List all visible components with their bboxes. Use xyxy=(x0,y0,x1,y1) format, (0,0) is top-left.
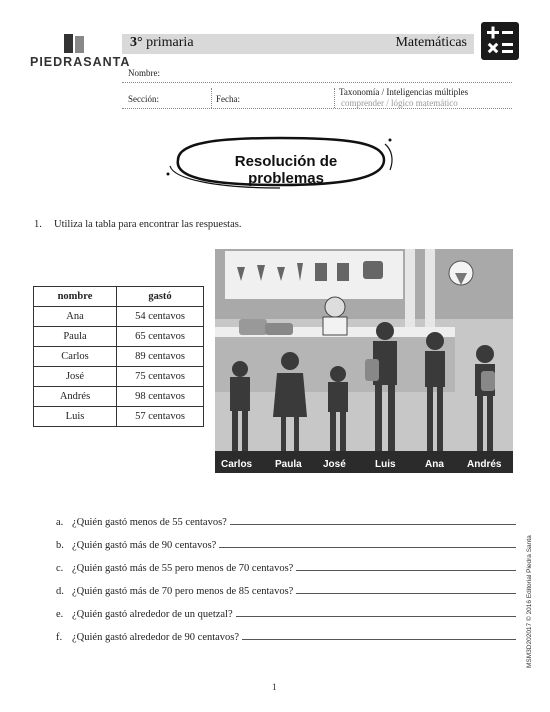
answer-line[interactable] xyxy=(230,524,516,525)
label-andres: Andrés xyxy=(467,459,502,470)
question-text: ¿Quién gastó alrededor de un quetzal? xyxy=(72,609,233,620)
answer-line[interactable] xyxy=(296,570,516,571)
question-text: ¿Quién gastó alrededor de 90 centavos? xyxy=(72,632,240,643)
label-luis: Luis xyxy=(375,459,396,470)
grade-label: 3° primaria xyxy=(130,35,194,50)
page-number: 1 xyxy=(272,682,277,692)
page-title: Resolución de problemas xyxy=(234,153,338,187)
question-list xyxy=(56,505,516,643)
table-row: Carlos 89 centavos xyxy=(34,347,204,367)
answer-line[interactable] xyxy=(242,639,516,640)
label-carlos: Carlos xyxy=(221,459,253,470)
question-text: ¿Quién gastó más de 55 pero menos de 70 centavos? xyxy=(72,563,294,574)
ice-cream-shop-illustration xyxy=(215,249,513,473)
subject-label: Matemáticas xyxy=(395,35,467,50)
question-text: ¿Quién gastó más de 90 centavos? xyxy=(72,540,217,551)
label-ana: Ana xyxy=(425,459,444,470)
math-operations-icon xyxy=(481,22,519,60)
date-label: Fecha: xyxy=(216,94,240,104)
divider xyxy=(334,88,336,108)
list-item: e. ¿Quién gastó alrededor de un quetzal? xyxy=(56,597,516,620)
label-paula: Paula xyxy=(275,459,302,470)
answer-line[interactable] xyxy=(219,547,516,548)
publisher-name: PIEDRASANTA xyxy=(30,55,131,69)
table-row: Andrés 98 centavos xyxy=(34,387,204,407)
list-item: c. ¿Quién gastó más de 55 pero menos de 70 centavos? xyxy=(56,551,516,574)
list-item: a. ¿Quién gastó menos de 55 centavos? xyxy=(56,505,516,528)
answer-line[interactable] xyxy=(236,616,516,617)
name-line[interactable] xyxy=(122,82,512,83)
question-text: ¿Quién gastó más de 70 pero menos de 85 centavos? xyxy=(72,586,294,597)
name-label: Nombre: xyxy=(128,68,160,78)
divider xyxy=(211,88,213,108)
section-label: Sección: xyxy=(128,94,159,104)
answer-line[interactable] xyxy=(296,593,516,594)
publisher-logo-icon xyxy=(63,33,85,55)
question-1: 1. Utiliza la tabla para encontrar las respuestas. xyxy=(34,219,242,230)
list-item: d. ¿Quién gastó más de 70 pero menos de 85 centavos? xyxy=(56,574,516,597)
list-item: b. ¿Quién gastó más de 90 centavos? xyxy=(56,528,516,551)
table-row: Luis 57 centavos xyxy=(34,407,204,427)
table-row: José 75 centavos xyxy=(34,367,204,387)
column-header-name: nombre xyxy=(34,287,117,307)
table-row: Ana 54 centavos xyxy=(34,307,204,327)
list-item: f. ¿Quién gastó alrededor de 90 centavos? xyxy=(56,620,516,643)
copyright-note: MSM3D202017 © 2016 Editorial Piedra Santa xyxy=(526,535,533,668)
taxonomy-label: Taxonomía / Inteligencias múltiples xyxy=(339,87,469,97)
table-row: Paula 65 centavos xyxy=(34,327,204,347)
label-jose: José xyxy=(323,459,346,470)
section-line[interactable] xyxy=(122,108,512,109)
question-text: ¿Quién gastó menos de 55 centavos? xyxy=(72,517,227,528)
taxonomy-value: comprender / lógico matemático xyxy=(341,98,458,108)
column-header-spent: gastó xyxy=(117,287,204,307)
spending-table xyxy=(33,286,204,427)
